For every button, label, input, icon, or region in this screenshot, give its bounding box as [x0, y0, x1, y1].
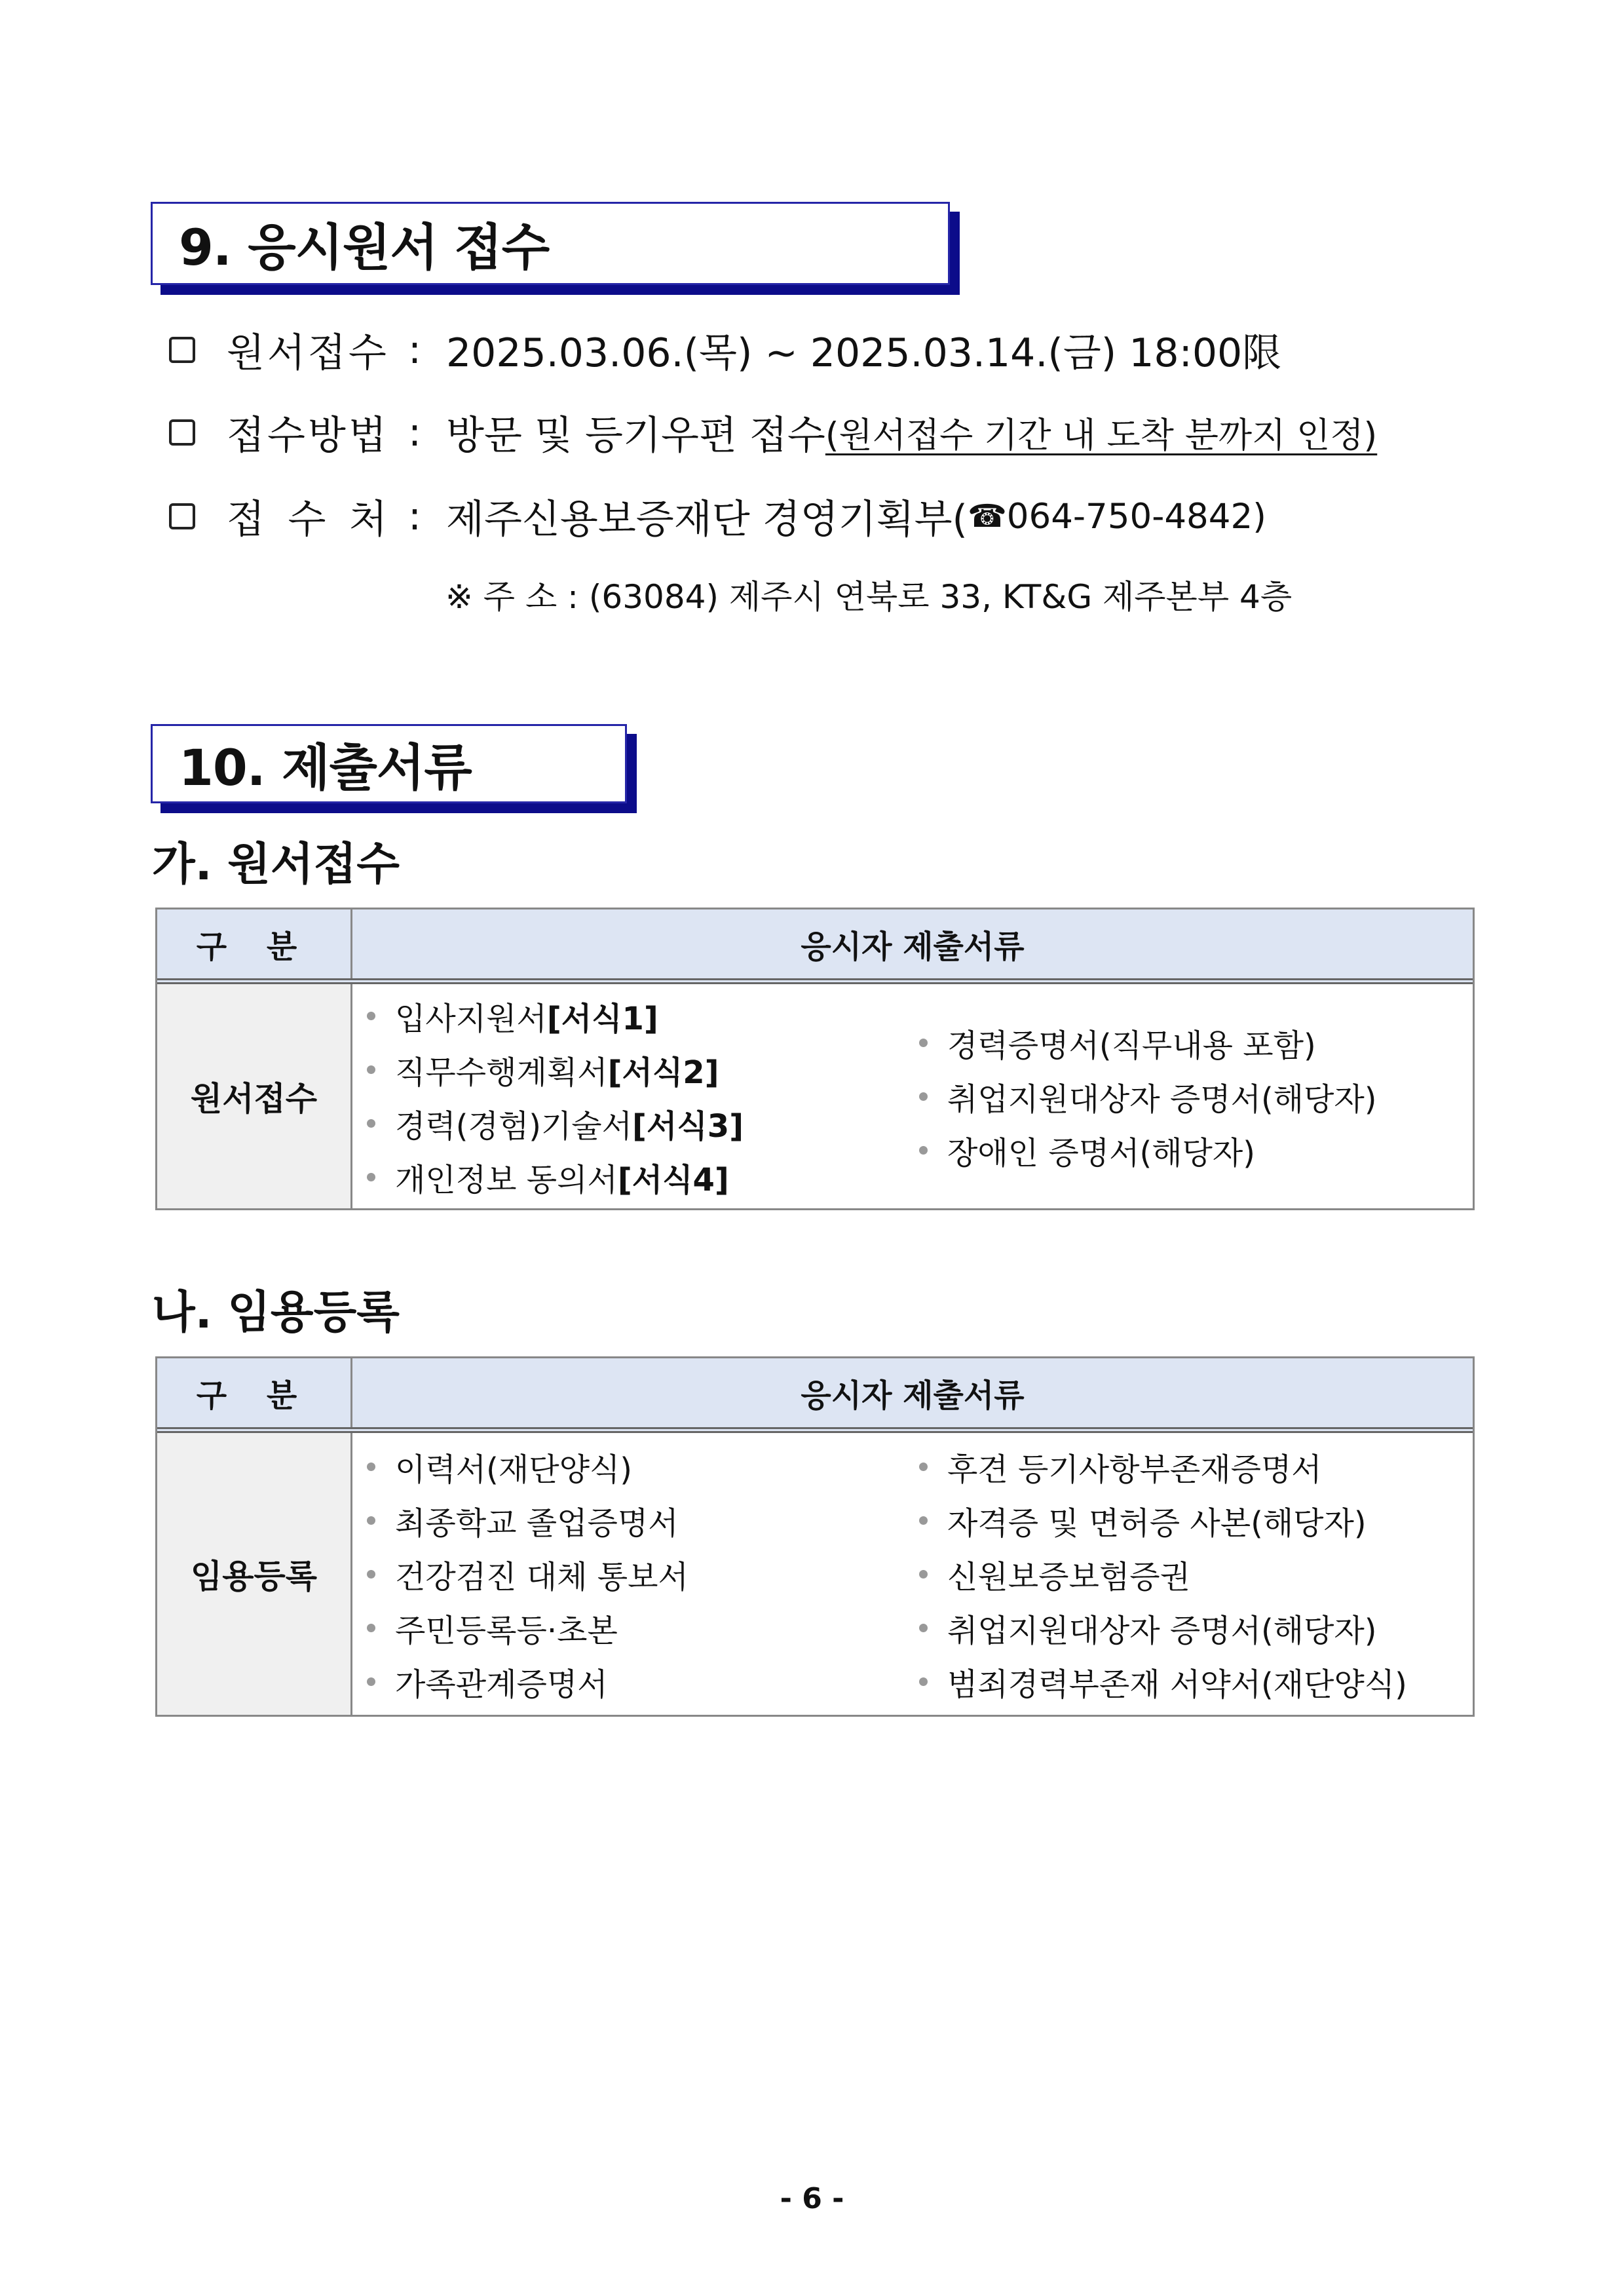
bullet-icon [367, 1624, 375, 1632]
address-note: ※ 주 소 : (63084) 제주시 연북로 33, KT&G 제주본부 4층 [445, 578, 1293, 616]
section-10-title-box [151, 724, 627, 803]
list-item: 취업지원대상자 증명서(해당자) [919, 1601, 1473, 1655]
checkbox-square-icon [169, 503, 195, 529]
subsection-b-heading: 나. 임용등록 [152, 1286, 400, 1339]
list-item: 장애인 증명서(해당자) [919, 1123, 1473, 1177]
list-item: 개인정보 동의서 [서식4] [367, 1150, 914, 1204]
section-9-title: 9. 응시원서 접수 [179, 218, 550, 277]
list-item: 직무수행계획서 [서식2] [367, 1043, 914, 1096]
bullet-icon [919, 1677, 928, 1686]
list-item: 경력(경험)기술서 [서식3] [367, 1096, 914, 1150]
header-category: 구 분 [157, 1358, 352, 1427]
list-item: 건강검진 대체 통보서 [367, 1547, 914, 1601]
list-item: 경력증명서(직무내용 포함) [919, 1016, 1473, 1069]
documents-cell [352, 984, 1473, 1208]
list-item: 주민등록등·초본 [367, 1601, 914, 1655]
application-method-row [169, 406, 1377, 459]
row-category-label: 원서접수 [157, 984, 352, 1208]
bullet-icon [367, 1119, 375, 1128]
row-colon: : [407, 493, 422, 539]
documents-column-1 [352, 1433, 914, 1715]
checkbox-square-icon [169, 337, 195, 363]
list-item: 최종학교 졸업증명서 [367, 1493, 914, 1547]
list-item: 후견 등기사항부존재증명서 [919, 1440, 1473, 1493]
row-label: 접 수 처 [227, 497, 387, 543]
table-header-row [157, 909, 1473, 984]
bullet-icon [919, 1146, 928, 1155]
bullet-icon [367, 1065, 375, 1074]
documents-column-1 [352, 984, 914, 1208]
bullet-icon [367, 1677, 375, 1686]
bullet-icon [367, 1516, 375, 1525]
section-10-title: 10. 제출서류 [179, 738, 472, 797]
header-category: 구 분 [157, 909, 352, 978]
row-category-label: 임용등록 [157, 1433, 352, 1715]
list-item: 이력서(재단양식) [367, 1440, 914, 1493]
bullet-icon [919, 1570, 928, 1578]
bullet-icon [367, 1570, 375, 1578]
list-item: 가족관계증명서 [367, 1655, 914, 1708]
row-colon: : [407, 410, 422, 455]
row-value: 방문 및 등기우편 접수 [446, 413, 825, 459]
list-item: 범죄경력부존재 서약서(재단양식) [919, 1655, 1473, 1708]
application-documents-table [155, 908, 1475, 1210]
bullet-icon [367, 1463, 375, 1471]
header-documents: 응시자 제출서류 [801, 1377, 1025, 1414]
subsection-a-heading: 가. 원서접수 [152, 838, 400, 890]
list-item: 자격증 및 면허증 사본(해당자) [919, 1493, 1473, 1547]
header-documents: 응시자 제출서류 [801, 928, 1025, 965]
documents-column-2 [914, 1433, 1473, 1715]
page-number: - 6 - [780, 2182, 844, 2215]
bullet-icon [919, 1039, 928, 1047]
row-value: 제주신용보증재단 경영기획부( [446, 497, 968, 543]
table-row [157, 1433, 1473, 1715]
row-note: (원서접수 기간 내 도착 분까지 인정) [825, 415, 1378, 455]
list-item: 취업지원대상자 증명서(해당자) [919, 1069, 1473, 1123]
application-period-row [169, 324, 1281, 376]
documents-cell [352, 1433, 1473, 1715]
bullet-icon [919, 1516, 928, 1525]
documents-column-2 [914, 984, 1473, 1208]
phone-number: 064-750-4842) [1006, 496, 1266, 537]
table-header-row [157, 1358, 1473, 1433]
section-9-title-box [151, 202, 950, 285]
table-row [157, 984, 1473, 1208]
phone-icon: ☎ [967, 498, 1007, 535]
list-item: 입사지원서 [서식1] [367, 989, 914, 1043]
bullet-icon [919, 1624, 928, 1632]
bullet-icon [919, 1463, 928, 1471]
bullet-icon [367, 1012, 375, 1020]
bullet-icon [919, 1092, 928, 1101]
row-colon: : [407, 327, 422, 373]
row-value: 2025.03.06.(목) ~ 2025.03.14.(금) 18:00限 [446, 330, 1282, 376]
appointment-documents-table [155, 1356, 1475, 1717]
bullet-icon [367, 1173, 375, 1181]
list-item: 신원보증보험증권 [919, 1547, 1473, 1601]
row-label: 원서접수 [227, 330, 389, 376]
checkbox-square-icon [169, 419, 195, 446]
application-office-row [169, 490, 1266, 543]
row-label: 접수방법 [227, 413, 389, 459]
